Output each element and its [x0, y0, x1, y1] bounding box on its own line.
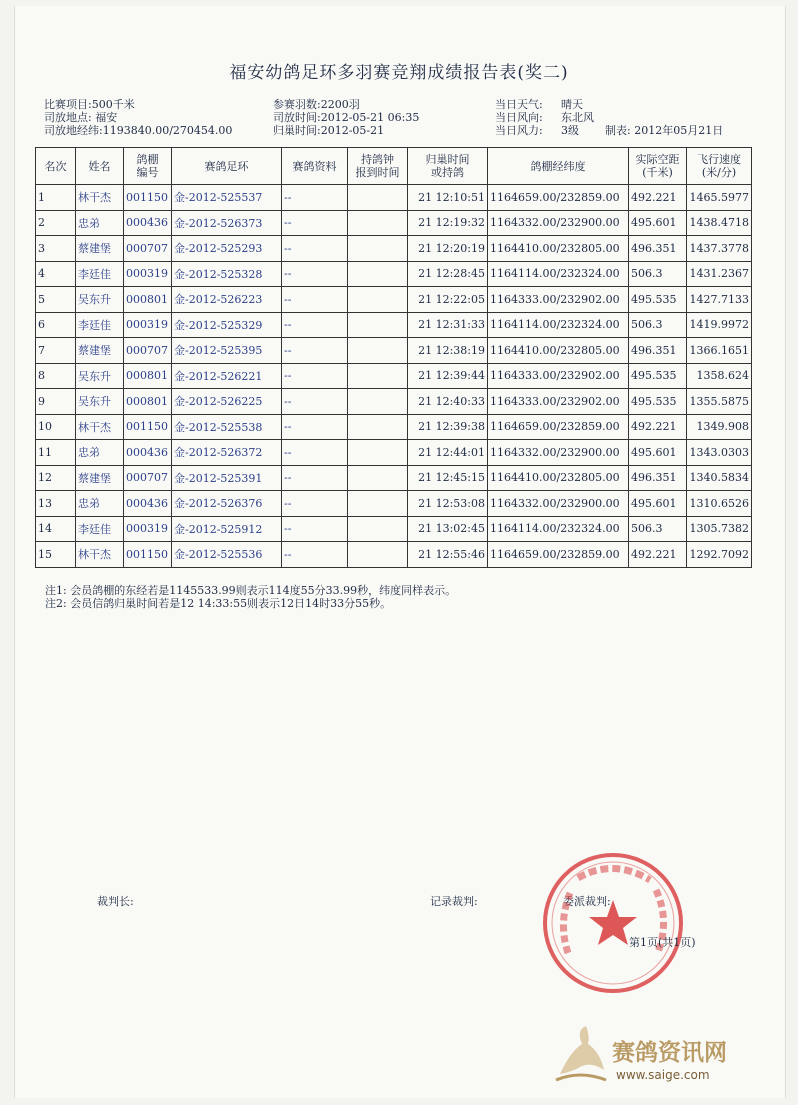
- meta-wind-dir: [495, 112, 594, 124]
- cell-distance: 492.221: [629, 414, 687, 440]
- cell-rank: 4: [36, 261, 76, 287]
- cell-loft-coords: 1164333.00/232902.00: [488, 287, 629, 313]
- cell-name: 李廷佳: [76, 261, 124, 287]
- cell-loft-coords: 1164114.00/232324.00: [488, 312, 629, 338]
- cell-speed: 1438.4718: [687, 210, 752, 236]
- cell-name: 蔡建堡: [76, 465, 124, 491]
- cell-name: 林干杰: [76, 414, 124, 440]
- table-row: [36, 185, 752, 211]
- cell-return-time: 21 12:22:05: [408, 287, 488, 313]
- meta-return-time: [273, 125, 384, 137]
- cell-bird-info: --: [282, 542, 348, 568]
- cell-ring: 金-2012-525537: [172, 185, 282, 211]
- cell-distance: 496.351: [629, 338, 687, 364]
- cell-loft-coords: 1164410.00/232805.00: [488, 338, 629, 364]
- event-label: 比赛项目:: [44, 98, 92, 111]
- cell-rank: 14: [36, 516, 76, 542]
- cell-bird-info: --: [282, 236, 348, 262]
- cell-name: 蔡建堡: [76, 338, 124, 364]
- table-row: [36, 261, 752, 287]
- cell-distance: 492.221: [629, 185, 687, 211]
- cell-distance: 506.3: [629, 261, 687, 287]
- cell-bird-info: --: [282, 414, 348, 440]
- cell-distance: 496.351: [629, 465, 687, 491]
- cell-distance: 495.601: [629, 440, 687, 466]
- cell-ring: 金-2012-526225: [172, 389, 282, 415]
- cell-return-time: 21 12:55:46: [408, 542, 488, 568]
- notes: [45, 584, 456, 610]
- event-value: 500千米: [91, 98, 135, 111]
- cell-loft-coords: 1164332.00/232900.00: [488, 210, 629, 236]
- return-time-value: 2012-05-21: [320, 124, 385, 137]
- cell-return-time: 21 12:44:01: [408, 440, 488, 466]
- cell-bird-info: --: [282, 287, 348, 313]
- cell-clock-time: [348, 338, 408, 364]
- cell-loft-coords: 1164332.00/232900.00: [488, 440, 629, 466]
- wind-dir-label: 当日风向:: [495, 111, 543, 124]
- table-row: [36, 236, 752, 262]
- cell-speed: 1349.908: [687, 414, 752, 440]
- cell-name: 忠弟: [76, 440, 124, 466]
- cell-return-time: 21 12:28:45: [408, 261, 488, 287]
- cell-loft-id: 000707: [124, 236, 172, 262]
- cell-speed: 1366.1651: [687, 338, 752, 364]
- cell-speed: 1427.7133: [687, 287, 752, 313]
- cell-rank: 13: [36, 491, 76, 517]
- table-row: [36, 440, 752, 466]
- meta-release-place: [44, 112, 117, 124]
- assigned-referee-label: 委派裁判:: [563, 895, 611, 908]
- cell-bird-info: --: [282, 261, 348, 287]
- cell-ring: 金-2012-526221: [172, 363, 282, 389]
- cell-speed: 1340.5834: [687, 465, 752, 491]
- cell-clock-time: [348, 236, 408, 262]
- cell-loft-id: 000801: [124, 389, 172, 415]
- cell-rank: 5: [36, 287, 76, 313]
- cell-clock-time: [348, 261, 408, 287]
- cell-loft-id: 001150: [124, 542, 172, 568]
- cell-return-time: 21 12:45:15: [408, 465, 488, 491]
- cell-speed: 1355.5875: [687, 389, 752, 415]
- cell-rank: 2: [36, 210, 76, 236]
- cell-distance: 495.535: [629, 363, 687, 389]
- cell-clock-time: [348, 542, 408, 568]
- meta-wind-force: [495, 125, 723, 137]
- cell-rank: 7: [36, 338, 76, 364]
- chief-referee-label: 裁判长:: [97, 895, 134, 908]
- return-time-label: 归巢时间:: [273, 124, 321, 137]
- cell-speed: 1358.624: [687, 363, 752, 389]
- cell-loft-coords: 1164333.00/232902.00: [488, 363, 629, 389]
- cell-speed: 1419.9972: [687, 312, 752, 338]
- cell-loft-coords: 1164659.00/232859.00: [488, 542, 629, 568]
- release-time-value: 2012-05-21 06:35: [320, 111, 420, 124]
- cell-return-time: 21 12:40:33: [408, 389, 488, 415]
- cell-bird-info: --: [282, 465, 348, 491]
- cell-clock-time: [348, 465, 408, 491]
- wind-force-label: 当日风力:: [495, 124, 543, 137]
- cell-bird-info: --: [282, 210, 348, 236]
- cell-loft-id: 000436: [124, 491, 172, 517]
- cell-return-time: 21 12:31:33: [408, 312, 488, 338]
- column-header: 飞行速度 (米/分): [687, 148, 752, 185]
- column-header: 归巢时间 或持鸽: [408, 148, 488, 185]
- cell-return-time: 21 12:38:19: [408, 338, 488, 364]
- column-header: 鸽棚经纬度: [488, 148, 629, 185]
- cell-distance: 496.351: [629, 236, 687, 262]
- report-title: 福安幼鸽足环多羽赛竞翔成绩报告表(奖二): [229, 63, 569, 83]
- official-seal: [538, 848, 688, 998]
- cell-name: 林干杰: [76, 185, 124, 211]
- note-2: 注2: 会员信鸽归巢时间若是12 14:33:55则表示12日14时33分55秒。: [45, 597, 392, 610]
- cell-name: 李廷佳: [76, 312, 124, 338]
- cell-return-time: 21 13:02:45: [408, 516, 488, 542]
- cell-speed: 1305.7382: [687, 516, 752, 542]
- cell-bird-info: --: [282, 389, 348, 415]
- note-1: 注1: 会员鸽棚的东经若是1145533.99则表示114度55分33.99秒，纬度同样表示。: [45, 584, 457, 597]
- cell-clock-time: [348, 389, 408, 415]
- page-indicator: 第1页(共1页): [629, 936, 696, 949]
- cell-loft-id: 001150: [124, 414, 172, 440]
- cell-loft-id: 000436: [124, 210, 172, 236]
- cell-loft-coords: 1164410.00/232805.00: [488, 465, 629, 491]
- cell-loft-id: 001150: [124, 185, 172, 211]
- cell-loft-id: 000319: [124, 312, 172, 338]
- cell-clock-time: [348, 312, 408, 338]
- cell-speed: 1310.6526: [687, 491, 752, 517]
- column-header: 姓名: [76, 148, 124, 185]
- cell-ring: 金-2012-525391: [172, 465, 282, 491]
- cell-clock-time: [348, 210, 408, 236]
- release-coords-label: 司放地经纬:: [44, 124, 103, 137]
- cell-return-time: 21 12:20:19: [408, 236, 488, 262]
- cell-bird-info: --: [282, 185, 348, 211]
- table-row: [36, 389, 752, 415]
- cell-clock-time: [348, 287, 408, 313]
- made-label: 制表:: [605, 124, 631, 137]
- cell-bird-info: --: [282, 363, 348, 389]
- cell-name: 吴东升: [76, 389, 124, 415]
- recording-referee-label: 记录裁判:: [430, 895, 478, 908]
- cell-rank: 9: [36, 389, 76, 415]
- cell-clock-time: [348, 185, 408, 211]
- cell-rank: 15: [36, 542, 76, 568]
- cell-return-time: 21 12:10:51: [408, 185, 488, 211]
- cell-speed: 1343.0303: [687, 440, 752, 466]
- entries-label: 参赛羽数:: [273, 98, 321, 111]
- cell-rank: 3: [36, 236, 76, 262]
- table-row: [36, 312, 752, 338]
- cell-loft-id: 000707: [124, 465, 172, 491]
- cell-ring: 金-2012-525328: [172, 261, 282, 287]
- cell-distance: 495.601: [629, 491, 687, 517]
- cell-loft-coords: 1164410.00/232805.00: [488, 236, 629, 262]
- cell-ring: 金-2012-526372: [172, 440, 282, 466]
- table-row: [36, 491, 752, 517]
- cell-clock-time: [348, 440, 408, 466]
- cell-loft-id: 000707: [124, 338, 172, 364]
- column-header: 持鸽钟 报到时间: [348, 148, 408, 185]
- cell-distance: 506.3: [629, 312, 687, 338]
- made-date: 2012年05月21日: [634, 124, 724, 137]
- cell-name: 林干杰: [76, 542, 124, 568]
- meta-release-time: [273, 112, 419, 124]
- cell-name: 吴东升: [76, 363, 124, 389]
- cell-loft-id: 000436: [124, 440, 172, 466]
- cell-name: 蔡建堡: [76, 236, 124, 262]
- table-row: [36, 210, 752, 236]
- cell-loft-id: 000801: [124, 363, 172, 389]
- cell-name: 吴东升: [76, 287, 124, 313]
- cell-distance: 506.3: [629, 516, 687, 542]
- column-header: 实际空距 (千米): [629, 148, 687, 185]
- table-row: [36, 465, 752, 491]
- column-header: 名次: [36, 148, 76, 185]
- cell-loft-coords: 1164114.00/232324.00: [488, 261, 629, 287]
- wind-dir-value: 东北风: [561, 111, 594, 124]
- cell-ring: 金-2012-526373: [172, 210, 282, 236]
- cell-loft-coords: 1164332.00/232900.00: [488, 491, 629, 517]
- cell-loft-id: 000319: [124, 516, 172, 542]
- table-row: [36, 287, 752, 313]
- release-time-label: 司放时间:: [273, 111, 321, 124]
- cell-rank: 11: [36, 440, 76, 466]
- cell-loft-coords: 1164659.00/232859.00: [488, 185, 629, 211]
- cell-rank: 6: [36, 312, 76, 338]
- column-header: 鸽棚 编号: [124, 148, 172, 185]
- weather-value: 晴天: [561, 98, 583, 111]
- table-row: [36, 363, 752, 389]
- entries-value: 2200羽: [320, 98, 360, 111]
- table-row: [36, 542, 752, 568]
- pigeon-logo-icon: [552, 1022, 610, 1086]
- cell-clock-time: [348, 414, 408, 440]
- cell-distance: 495.601: [629, 210, 687, 236]
- table-row: [36, 414, 752, 440]
- cell-clock-time: [348, 491, 408, 517]
- cell-rank: 12: [36, 465, 76, 491]
- cell-bird-info: --: [282, 312, 348, 338]
- cell-bird-info: --: [282, 440, 348, 466]
- cell-rank: 1: [36, 185, 76, 211]
- cell-speed: 1437.3778: [687, 236, 752, 262]
- cell-ring: 金-2012-525912: [172, 516, 282, 542]
- cell-loft-id: 000319: [124, 261, 172, 287]
- meta-weather: [495, 99, 583, 111]
- table-body: [36, 185, 752, 568]
- cell-loft-coords: 1164114.00/232324.00: [488, 516, 629, 542]
- seal-lettering-top: [578, 868, 650, 880]
- cell-distance: 492.221: [629, 542, 687, 568]
- cell-bird-info: --: [282, 516, 348, 542]
- cell-loft-coords: 1164659.00/232859.00: [488, 414, 629, 440]
- cell-ring: 金-2012-525538: [172, 414, 282, 440]
- table-header-row: [36, 148, 752, 185]
- cell-ring: 金-2012-525536: [172, 542, 282, 568]
- meta-event: [44, 99, 135, 111]
- watermark: [552, 1020, 752, 1090]
- cell-name: 忠弟: [76, 210, 124, 236]
- cell-return-time: 21 12:39:44: [408, 363, 488, 389]
- column-header: 赛鸽足环: [172, 148, 282, 185]
- meta-release-coords: [44, 125, 232, 137]
- release-place-label: 司放地点:: [44, 111, 92, 124]
- cell-ring: 金-2012-526376: [172, 491, 282, 517]
- cell-speed: 1292.7092: [687, 542, 752, 568]
- table-row: [36, 338, 752, 364]
- meta-entries: [273, 99, 360, 111]
- cell-rank: 8: [36, 363, 76, 389]
- release-place-value: 福安: [95, 111, 118, 124]
- cell-ring: 金-2012-526223: [172, 287, 282, 313]
- cell-speed: 1465.5977: [687, 185, 752, 211]
- cell-loft-id: 000801: [124, 287, 172, 313]
- cell-clock-time: [348, 516, 408, 542]
- cell-distance: 495.535: [629, 287, 687, 313]
- weather-label: 当日天气:: [495, 98, 543, 111]
- cell-clock-time: [348, 363, 408, 389]
- cell-rank: 10: [36, 414, 76, 440]
- results-table: [35, 147, 752, 568]
- cell-name: 忠弟: [76, 491, 124, 517]
- watermark-name: 赛鸽资讯网: [612, 1040, 727, 1066]
- seal-lettering-left: [563, 893, 570, 953]
- cell-return-time: 21 12:19:32: [408, 210, 488, 236]
- cell-loft-coords: 1164333.00/232902.00: [488, 389, 629, 415]
- watermark-url: www.saige.com: [616, 1068, 710, 1082]
- column-header: 赛鸽资料: [282, 148, 348, 185]
- release-coords-value: 1193840.00/270454.00: [102, 124, 233, 137]
- cell-speed: 1431.2367: [687, 261, 752, 287]
- cell-ring: 金-2012-525395: [172, 338, 282, 364]
- cell-distance: 495.535: [629, 389, 687, 415]
- cell-return-time: 21 12:53:08: [408, 491, 488, 517]
- table-row: [36, 516, 752, 542]
- wind-force-value: 3级: [561, 124, 579, 137]
- cell-bird-info: --: [282, 491, 348, 517]
- cell-name: 李廷佳: [76, 516, 124, 542]
- cell-ring: 金-2012-525293: [172, 236, 282, 262]
- cell-return-time: 21 12:39:38: [408, 414, 488, 440]
- cell-bird-info: --: [282, 338, 348, 364]
- cell-ring: 金-2012-525329: [172, 312, 282, 338]
